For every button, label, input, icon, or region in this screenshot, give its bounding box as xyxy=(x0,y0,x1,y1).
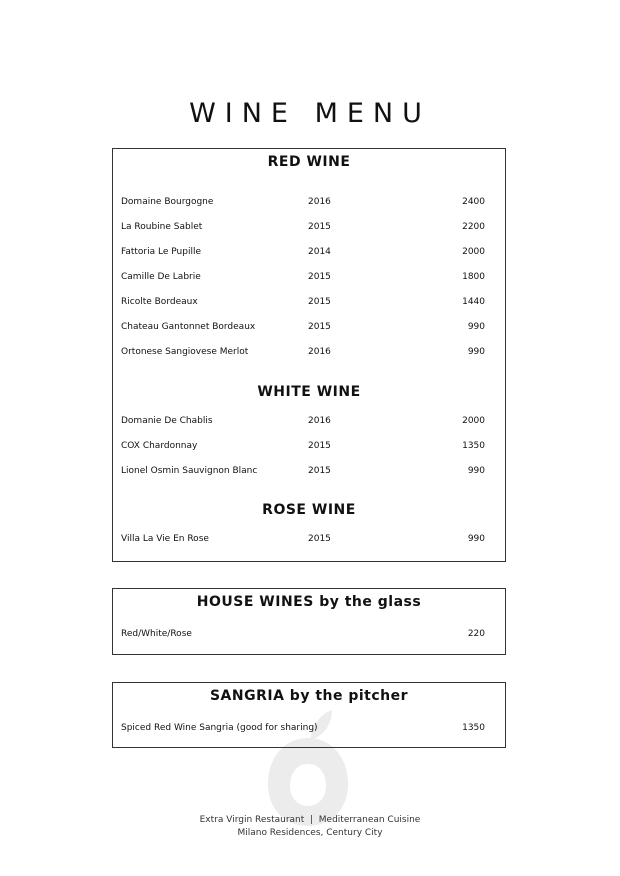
menu-row xyxy=(113,721,505,735)
menu-row xyxy=(113,220,505,234)
item-price: 2200 xyxy=(462,222,485,232)
item-price: 1350 xyxy=(462,441,485,451)
menu-row xyxy=(113,320,505,334)
item-name: Camille De Labrie xyxy=(121,272,201,282)
wine-list-box xyxy=(112,148,506,562)
item-name: Domanie De Chablis xyxy=(121,416,213,426)
item-price: 990 xyxy=(467,466,485,476)
item-year: 2016 xyxy=(308,197,331,207)
item-name: Ortonese Sangiovese Merlot xyxy=(121,347,249,357)
item-year: 2015 xyxy=(308,441,331,451)
section-title-white: WHITE WINE xyxy=(257,384,361,400)
page-title: WINE MENU xyxy=(189,98,431,129)
sangria-box xyxy=(112,682,506,748)
item-name: Fattoria Le Pupille xyxy=(121,247,201,257)
item-name: Lionel Osmin Sauvignon Blanc xyxy=(121,466,258,476)
item-year: 2016 xyxy=(308,347,331,357)
item-price: 2000 xyxy=(462,416,485,426)
item-price: 1800 xyxy=(462,272,485,282)
section-title-sangria: SANGRIA by the pitcher xyxy=(209,688,409,704)
item-year: 2015 xyxy=(308,297,331,307)
menu-row xyxy=(113,627,505,641)
section-title-red: RED WINE xyxy=(267,154,351,170)
item-year: 2015 xyxy=(308,272,331,282)
item-year: 2015 xyxy=(308,466,331,476)
item-year: 2016 xyxy=(308,416,331,426)
item-price: 990 xyxy=(467,347,485,357)
section-title-house: HOUSE WINES by the glass xyxy=(196,594,422,610)
item-year: 2015 xyxy=(308,534,331,544)
item-name: Chateau Gantonnet Bordeaux xyxy=(121,322,256,332)
section-title-rose: ROSE WINE xyxy=(262,502,356,518)
item-name: Spiced Red Wine Sangria (good for sharing) xyxy=(121,723,318,733)
menu-row xyxy=(113,439,505,453)
menu-row xyxy=(113,295,505,309)
house-wines-box xyxy=(112,588,506,655)
item-name: Domaine Bourgogne xyxy=(121,197,214,207)
item-year: 2014 xyxy=(308,247,331,257)
item-price: 1350 xyxy=(462,723,485,733)
item-name: Ricolte Bordeaux xyxy=(121,297,198,307)
item-price: 2000 xyxy=(462,247,485,257)
item-name: La Roubine Sablet xyxy=(121,222,203,232)
menu-row xyxy=(113,414,505,428)
menu-row xyxy=(113,270,505,284)
item-name: Villa La Vie En Rose xyxy=(121,534,209,544)
footer-line-2: Milano Residences, Century City xyxy=(237,828,383,838)
item-year: 2015 xyxy=(308,222,331,232)
item-price: 1440 xyxy=(462,297,485,307)
menu-row xyxy=(113,464,505,478)
footer-line-1: Extra Virgin Restaurant | Mediterranean Cuisine xyxy=(199,815,421,825)
item-price: 220 xyxy=(467,629,485,639)
menu-row xyxy=(113,195,505,209)
item-price: 990 xyxy=(467,534,485,544)
menu-row xyxy=(113,245,505,259)
item-name: Red/White/Rose xyxy=(121,629,192,639)
item-year: 2015 xyxy=(308,322,331,332)
item-price: 990 xyxy=(467,322,485,332)
menu-row xyxy=(113,345,505,359)
item-name: COX Chardonnay xyxy=(121,441,198,451)
item-price: 2400 xyxy=(462,197,485,207)
menu-row xyxy=(113,532,505,546)
